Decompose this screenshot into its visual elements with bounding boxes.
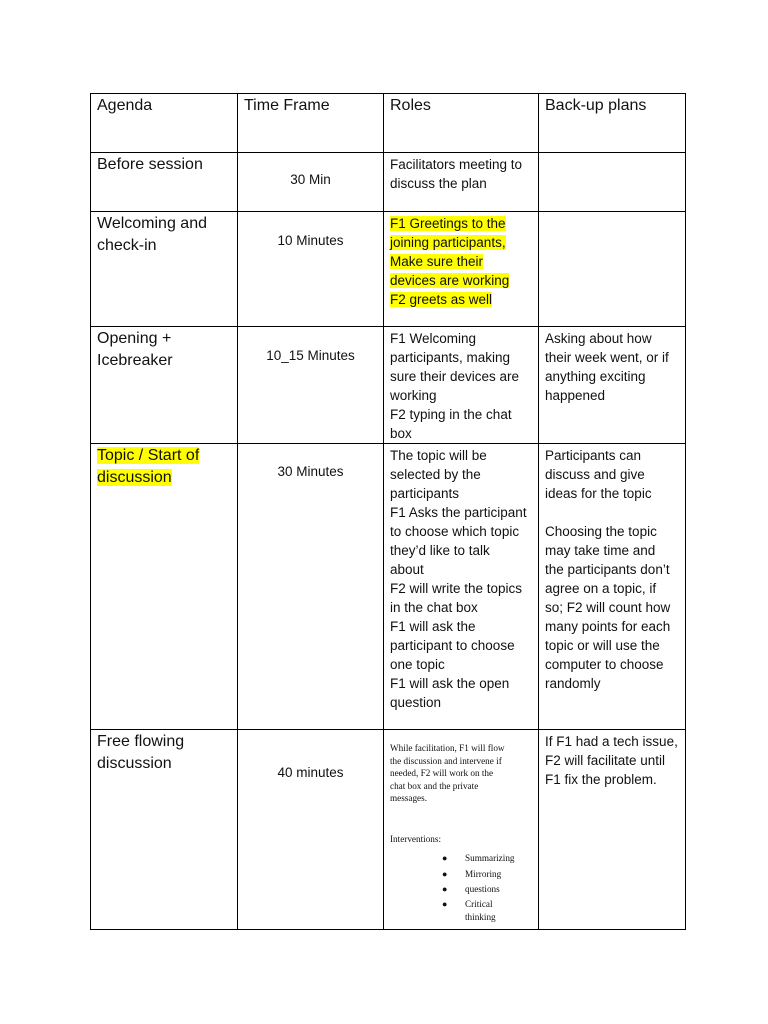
roles-line: participant to choose xyxy=(390,638,515,653)
roles-line: F1 will ask the open xyxy=(390,676,510,691)
table-row xyxy=(91,153,686,212)
backup-line: so; F2 will count how xyxy=(545,600,671,615)
header-time-frame: Time Frame xyxy=(244,97,330,114)
backup-line: may take time and xyxy=(545,543,656,558)
roles-line-highlighted: Make sure their xyxy=(390,254,484,269)
list-item: ● Mirroring xyxy=(442,867,532,883)
agenda-cell xyxy=(91,212,237,257)
backup-line: Participants can xyxy=(545,448,642,463)
table-row xyxy=(91,212,686,327)
agenda-text: Free flowing xyxy=(97,733,185,750)
backup-line: F2 will facilitate until xyxy=(545,753,666,768)
roles-line: selected by the xyxy=(390,467,481,482)
roles-line: one topic xyxy=(390,657,445,672)
backup-line: Asking about how xyxy=(545,331,652,346)
roles-line-highlighted: devices are working xyxy=(390,273,510,288)
table-header-row xyxy=(91,94,686,153)
header-roles: Roles xyxy=(390,97,431,114)
backup-cell xyxy=(539,444,685,693)
bullet-icon: ● xyxy=(442,898,448,909)
roles-cell xyxy=(384,327,538,443)
roles-line: The topic will be xyxy=(390,448,487,463)
roles-line: chat box and the private xyxy=(390,780,479,791)
time-frame-cell: 10_15 Minutes xyxy=(266,348,355,363)
backup-line: Choosing the topic xyxy=(545,524,657,539)
agenda-text-highlighted: discussion xyxy=(97,469,172,486)
roles-line: the discussion and intervene if xyxy=(390,755,502,766)
roles-line: F2 typing in the chat xyxy=(390,407,512,422)
roles-line: discuss the plan xyxy=(390,176,487,191)
agenda-text: check-in xyxy=(97,237,157,254)
roles-line: F1 Asks the participant xyxy=(390,505,527,520)
agenda-text: discussion xyxy=(97,755,172,772)
backup-line: happened xyxy=(545,388,606,403)
agenda-cell xyxy=(91,444,237,489)
list-item: ● Critical thinking xyxy=(442,898,496,922)
roles-line-highlighted: joining participants, xyxy=(390,235,506,250)
roles-line: F1 will ask the xyxy=(390,619,476,634)
backup-line: F1 fix the problem. xyxy=(545,772,657,787)
roles-cell xyxy=(384,212,538,309)
backup-line: anything exciting xyxy=(545,369,646,384)
roles-line-highlighted: F1 Greetings to the xyxy=(390,216,506,231)
roles-line: to choose which topic xyxy=(390,524,520,539)
table-row xyxy=(91,730,686,930)
bullet-icon: ● xyxy=(442,868,448,879)
agenda-cell xyxy=(91,153,237,176)
roles-line-highlighted: F2 greets as well xyxy=(390,292,493,307)
roles-line: sure their devices are xyxy=(390,369,520,384)
interventions-list xyxy=(390,851,532,924)
agenda-text: Opening + xyxy=(97,330,172,347)
header-agenda: Agenda xyxy=(97,97,153,114)
backup-line: If F1 had a tech issue, xyxy=(545,734,678,749)
agenda-text: Welcoming and xyxy=(97,215,207,232)
interventions-title: Interventions: xyxy=(390,833,442,844)
agenda-cell xyxy=(91,327,237,372)
roles-line: question xyxy=(390,695,442,710)
header-backup-plans: Back-up plans xyxy=(545,97,647,114)
time-frame-cell: 30 Min xyxy=(290,172,331,187)
backup-line: computer to choose xyxy=(545,657,664,672)
list-item: ● questions xyxy=(442,882,532,898)
backup-line: the participants don’t xyxy=(545,562,670,577)
roles-line: While facilitation, F1 will flow xyxy=(390,743,505,753)
time-frame-cell: 30 Minutes xyxy=(277,464,344,479)
list-item: ● Summarizing xyxy=(442,851,532,867)
roles-cell xyxy=(384,730,538,924)
roles-line: F1 Welcoming xyxy=(390,331,477,346)
agenda-text: Before session xyxy=(97,156,203,173)
backup-line: their week went, or if xyxy=(545,350,669,365)
paragraph-gap xyxy=(545,503,679,522)
backup-line: discuss and give xyxy=(545,467,645,482)
time-frame-cell: 40 minutes xyxy=(277,765,344,780)
backup-line: many points for each xyxy=(545,619,671,634)
roles-line: participants, making xyxy=(390,350,511,365)
roles-line: participants xyxy=(390,486,460,501)
roles-line: box xyxy=(390,426,412,441)
backup-cell xyxy=(539,327,685,405)
roles-line: F2 will write the topics xyxy=(390,581,523,596)
agenda-text-highlighted: Topic / Start of xyxy=(97,447,200,464)
roles-line: needed, F2 will work on the xyxy=(390,768,494,778)
backup-line: agree on a topic, if xyxy=(545,581,657,596)
roles-line: Facilitators meeting to xyxy=(390,157,523,172)
backup-cell xyxy=(539,153,685,155)
roles-cell xyxy=(384,153,538,193)
backup-line: ideas for the topic xyxy=(545,486,652,501)
agenda-table xyxy=(90,93,686,930)
roles-cell xyxy=(384,444,538,712)
backup-cell xyxy=(539,730,685,789)
roles-line: they’d like to talk xyxy=(390,543,490,558)
roles-line: about xyxy=(390,562,424,577)
bullet-icon: ● xyxy=(442,853,448,863)
backup-line: topic or will use the xyxy=(545,638,660,653)
bullet-icon: ● xyxy=(442,884,448,894)
agenda-text: Icebreaker xyxy=(97,352,173,369)
backup-cell xyxy=(539,212,685,214)
roles-line: messages. xyxy=(390,793,427,803)
roles-line: working xyxy=(390,388,437,403)
table-row xyxy=(91,327,686,444)
backup-line: randomly xyxy=(545,676,601,691)
time-frame-cell: 10 Minutes xyxy=(277,233,344,248)
agenda-cell xyxy=(91,730,237,775)
roles-line: in the chat box xyxy=(390,600,478,615)
table-row xyxy=(91,444,686,730)
